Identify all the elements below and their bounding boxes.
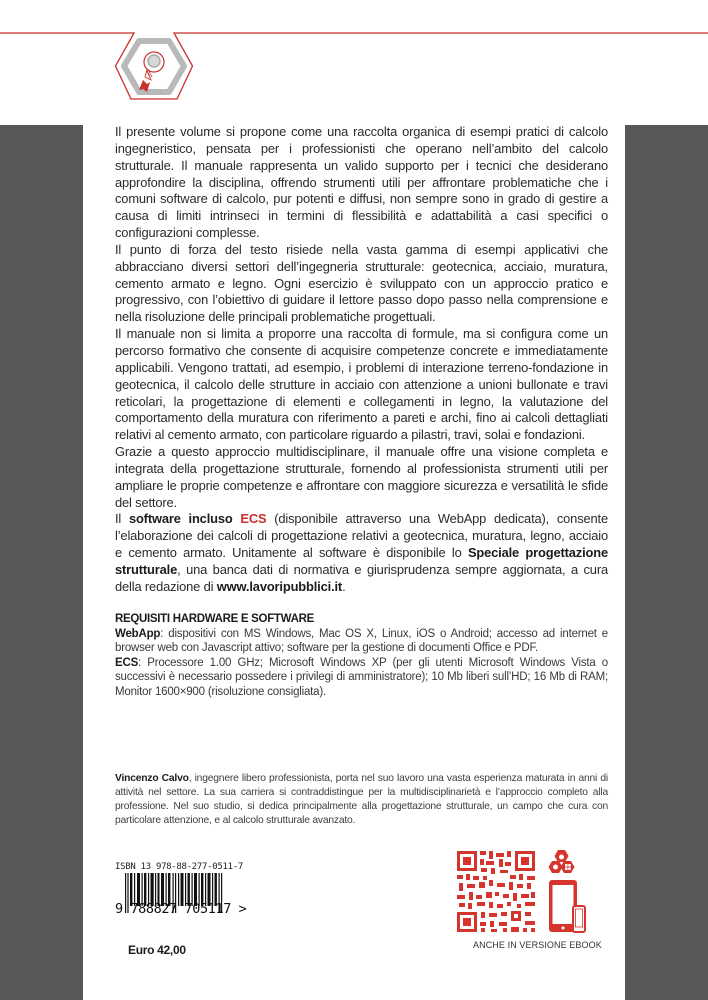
isbn-barcode-block — [115, 862, 247, 917]
software-paragraph — [115, 511, 608, 595]
description-paragraph-3: Il manuale non si limita a proporre una raccolta di formule, ma si configura come un percorso formativo che consente di acquisire competenze concrete e immediatamente applicabili. Vengono trattati, ad esempio, i problemi di interazione terreno-fondazione in geotecnica, il calcolo delle strutture in acciaio con attenzione a unioni bullonate e travi reticolari, la progettazione di elementi e collegamenti in legno, la valutazione del comportamento della muratura con riferimento a pareti e archi, fino ai calcoli dettagliati relativi al cemento armato, con particolare riguardo a pilastri, travi, solai e fondazioni. — [115, 326, 608, 443]
ecs-text: : Processore 1.00 GHz; Microsoft Windows XP (per gli utenti Microsoft Windows Vista o successivi è necessario possedere i privilegi di amministratore); 10 Mb liberi sull’HD; 16 Mb di RAM; Monitor 1600×900 (risoluzione consigliata). — [115, 656, 608, 698]
qr-code-icon — [457, 851, 535, 932]
left-side-bar — [0, 125, 83, 1000]
webapp-label: WebApp — [115, 627, 161, 640]
software-incluso-bold: software incluso — [128, 511, 233, 527]
tablet-phone-icon — [549, 880, 585, 932]
software-text-suffix: . — [342, 578, 346, 594]
ebook-label: ANCHE IN VERSIONE EBOOK — [473, 940, 602, 950]
description-paragraph-2: Il punto di forza del testo risiede nella vasta gamma di esempi applicativi che abbracciano diversi settori dell’ingegneria strutturale: geotecnica, acciaio, muratura, cemento armato e legno. Ogni esercizio è sviluppato con un approccio pratico e progressivo, con l’obiettivo di guidare il lettore passo dopo passo nella comprensione e nella risoluzione delle principali problematiche progettuali. — [115, 241, 608, 325]
description-paragraph-4: Grazie a questo approccio multidisciplinare, il manuale offre una visione completa e integrata della progettazione strutturale, fornendo al professionista strumenti utili per ampliare le proprie competenze e affrontare con maggiore sicurezza e versatilità le sfide del settore. — [115, 444, 608, 510]
author-bio — [115, 772, 608, 828]
isbn-label: ISBN 13 978-88-277-0511-7 — [115, 862, 243, 872]
ecs-label: ECS — [115, 656, 139, 669]
software-text-prefix: Il — [115, 511, 129, 527]
requirements-section — [115, 612, 608, 699]
requirements-webapp — [115, 627, 608, 656]
author-bio-text: , ingegnere libero professionista, porta nel suo lavoro una vasta esperienza maturata in anni di attività nel settore. La sua carriera si contraddistingue per la multidisciplinarietà e l’approccio completo alla professione. Nel suo studio, si dedica principalmente alla progettazione strutturale, un campo che cura con particolare attenzione, e al calcolo strutturale avanzato. — [115, 773, 608, 826]
software-text-mid2: , una banca dati di normativa e giurisprudenza sempre aggiornata, a cura della redazione di — [115, 561, 608, 594]
description-paragraph-1: Il presente volume si propone come una raccolta organica di esempi pratici di calcolo ingegneristico, pensata per i professionisti che operano nell’ambito del calcolo strutturale. Il manuale rappresenta un valido supporto per i tecnici che desiderano approfondire la disciplina, offrendo strumenti utili per affrontare problematiche che i comuni software di calcolo, pur potenti e diffusi, non sempre sono in grado di gestire a causa di limiti intrinseci in termini di flessibilità e adattabilità a casi specifici o configurazioni complesse. — [115, 124, 608, 241]
book-description — [115, 124, 608, 596]
author-name: Vincenzo Calvo — [115, 773, 189, 784]
right-side-bar — [625, 125, 708, 1000]
website-link[interactable]: www.lavoripubblici.it — [216, 578, 343, 594]
speciale-progettazione-bold: Speciale progettazione strutturale — [115, 545, 608, 577]
price: Euro 42,00 — [128, 943, 186, 957]
requirements-title: REQUISITI HARDWARE E SOFTWARE — [115, 613, 314, 625]
hexagon-lightbulb-rocket-logo — [124, 41, 184, 92]
webapp-text: : dispositivi con MS Windows, Mac OS X, Linux, iOS o Android; accesso ad internet e browser web con Javascript attivo; software per la gestione di documenti Office e PDF. — [115, 627, 608, 654]
ecs-brand: ECS — [240, 511, 267, 527]
software-text-mid1: (disponibile attraverso una WebApp dedicata), consente l’elaborazione dei calcoli di progettazione relativi a geotecnica, muratura, legno, acciaio e cemento armato. Unitamente al software è disponibile lo — [115, 511, 608, 561]
header-rule-with-logo — [0, 0, 708, 110]
requirements-ecs — [115, 656, 608, 700]
barcode-digits: 9 788827 705117 > — [115, 901, 247, 917]
apple-android-windows-hexagons-icon — [549, 850, 575, 873]
